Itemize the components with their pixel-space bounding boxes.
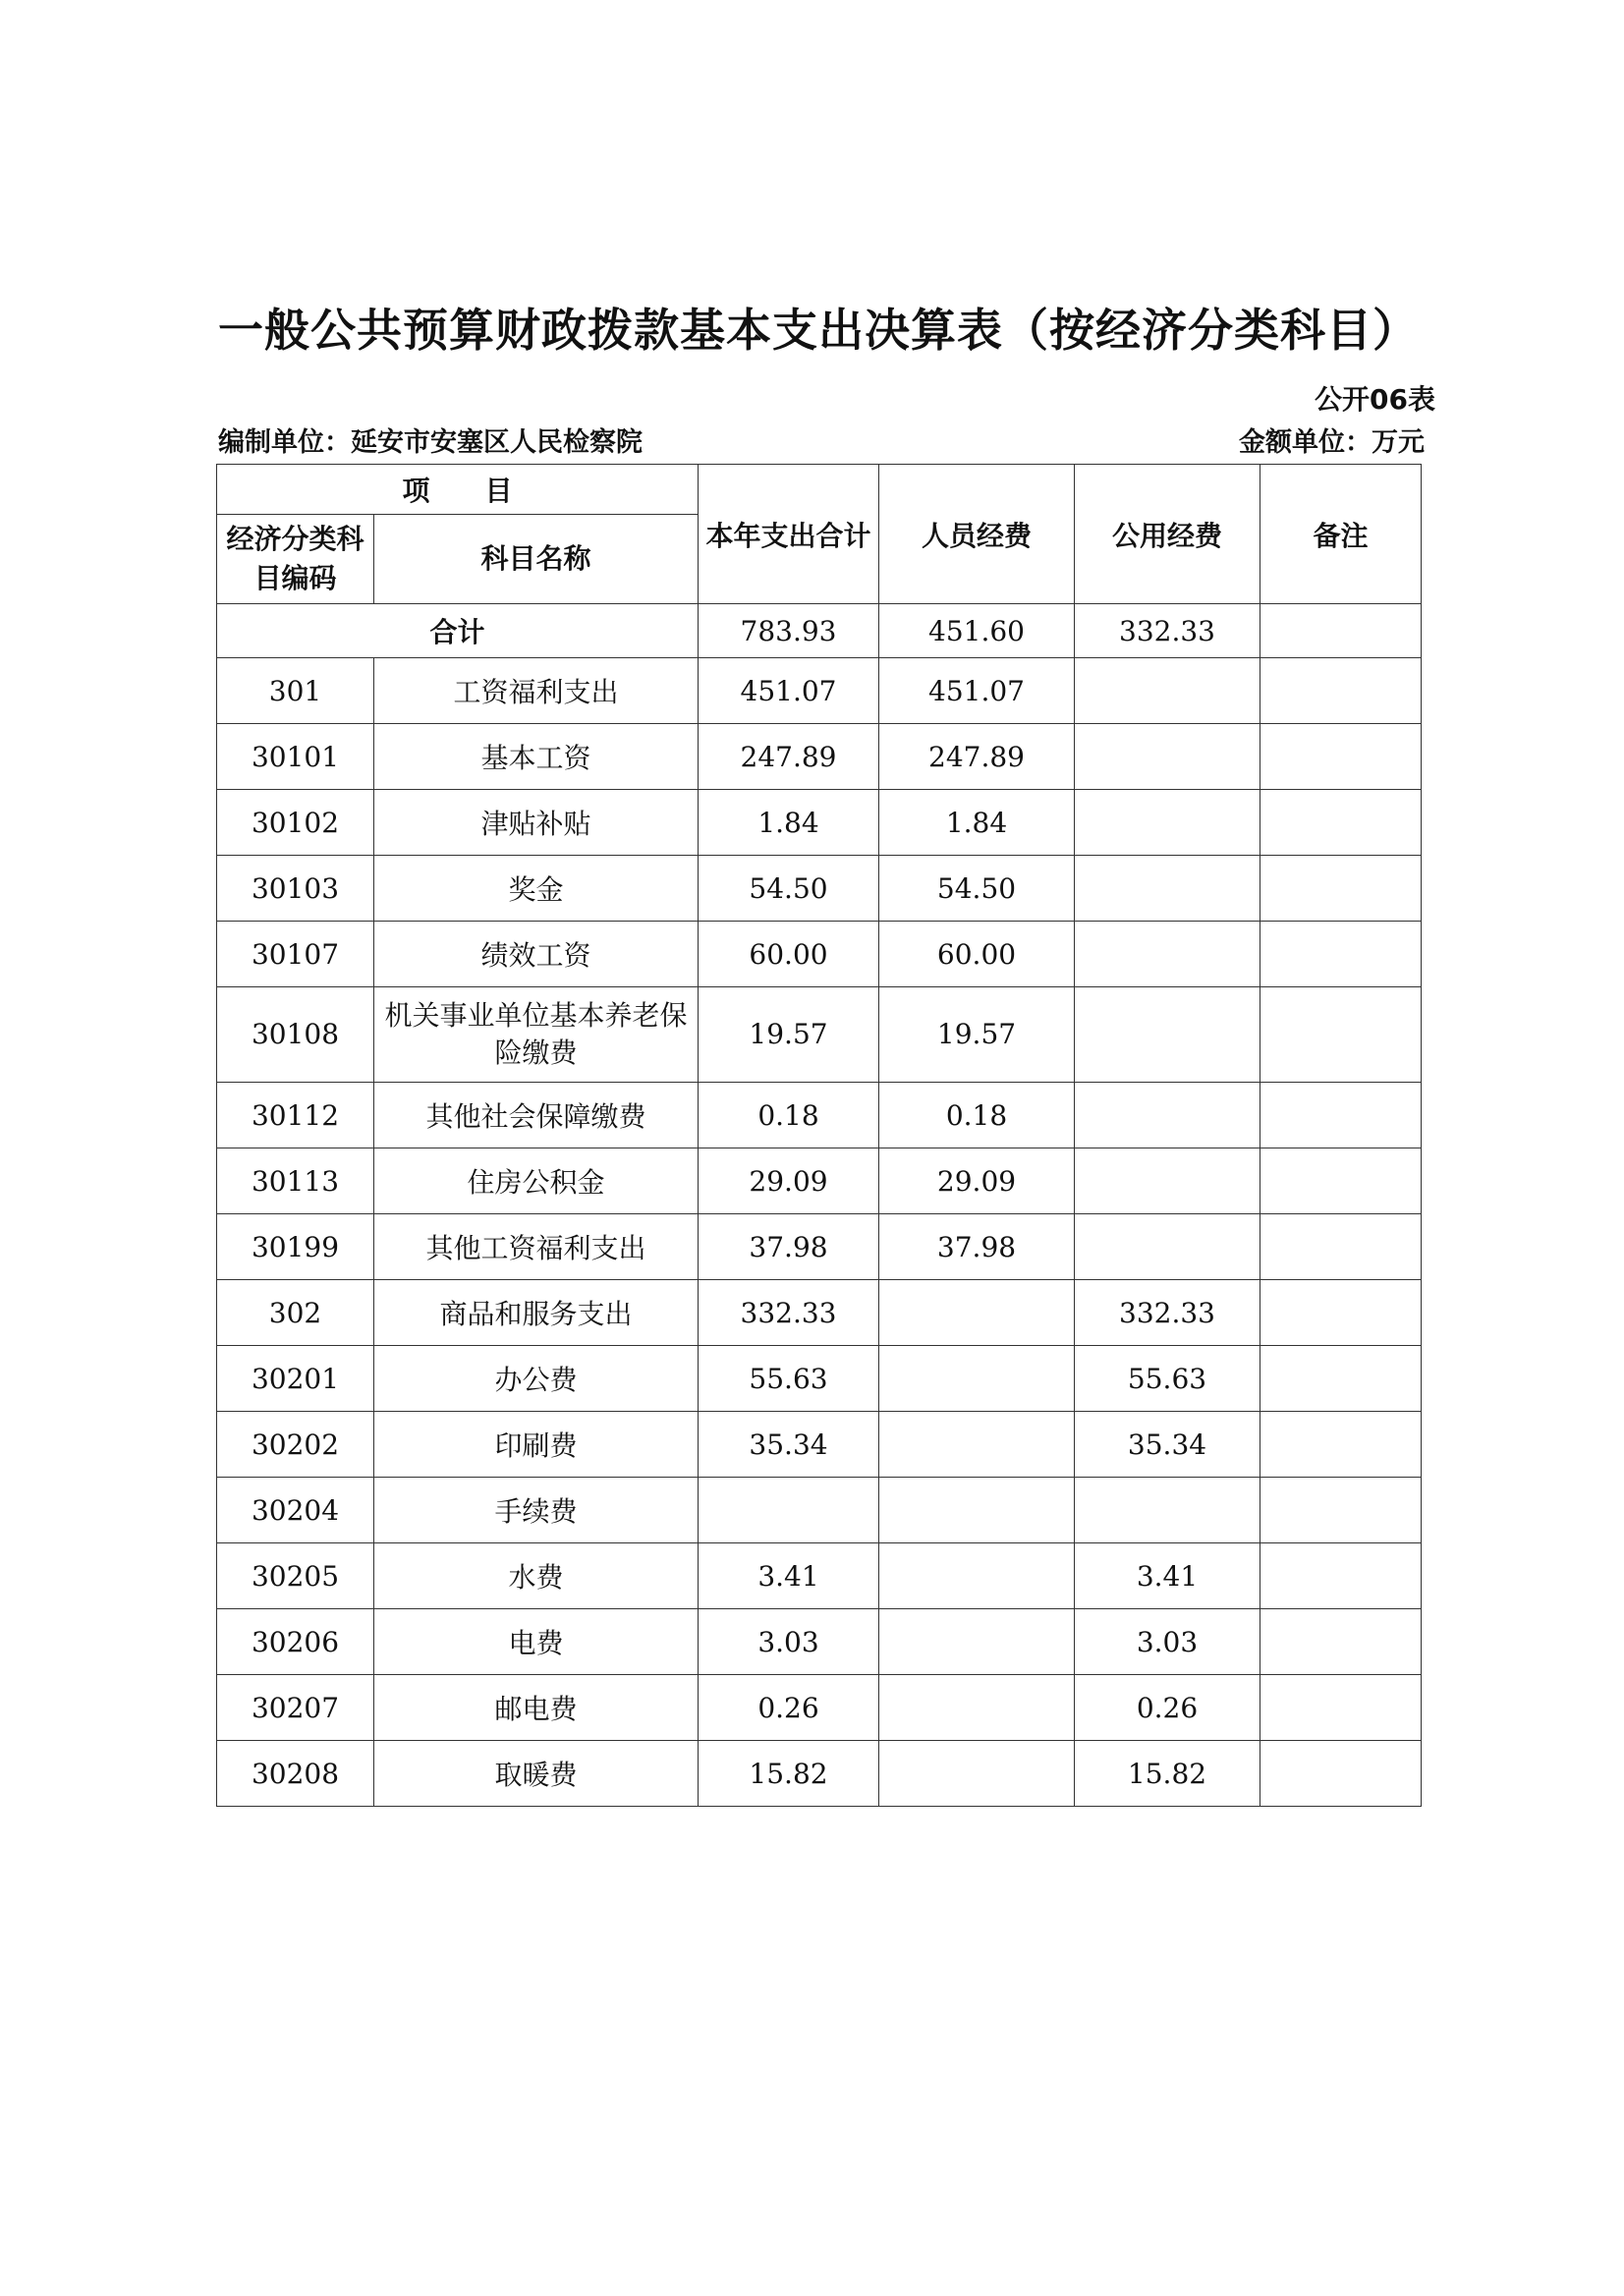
row-personnel bbox=[879, 1280, 1075, 1346]
total-personnel: 451.60 bbox=[879, 604, 1075, 658]
row-note bbox=[1260, 1478, 1422, 1543]
row-total: 15.82 bbox=[699, 1741, 879, 1807]
row-name: 住房公积金 bbox=[374, 1148, 699, 1214]
row-name: 基本工资 bbox=[374, 724, 699, 790]
row-code: 30107 bbox=[217, 922, 374, 987]
row-note bbox=[1260, 1675, 1422, 1741]
row-note bbox=[1260, 1346, 1422, 1412]
row-name: 取暖费 bbox=[374, 1741, 699, 1807]
table-row bbox=[217, 856, 1422, 922]
row-name: 商品和服务支出 bbox=[374, 1280, 699, 1346]
row-personnel: 1.84 bbox=[879, 790, 1075, 856]
header-code: 经济分类科目编码 bbox=[217, 515, 374, 604]
row-public bbox=[1075, 1083, 1260, 1148]
row-total: 55.63 bbox=[699, 1346, 879, 1412]
row-code: 30205 bbox=[217, 1543, 374, 1609]
table-row bbox=[217, 1478, 1422, 1543]
row-code: 30204 bbox=[217, 1478, 374, 1543]
row-name: 电费 bbox=[374, 1609, 699, 1675]
row-total: 35.34 bbox=[699, 1412, 879, 1478]
row-code: 30201 bbox=[217, 1346, 374, 1412]
amount-unit: 金额单位：万元 bbox=[1239, 427, 1425, 458]
table-row bbox=[217, 1543, 1422, 1609]
row-total: 3.41 bbox=[699, 1543, 879, 1609]
row-name: 印刷费 bbox=[374, 1412, 699, 1478]
row-public bbox=[1075, 1148, 1260, 1214]
table-row bbox=[217, 1083, 1422, 1148]
row-total: 19.57 bbox=[699, 987, 879, 1083]
row-note bbox=[1260, 1083, 1422, 1148]
row-name: 绩效工资 bbox=[374, 922, 699, 987]
total-note bbox=[1260, 604, 1422, 658]
row-personnel: 29.09 bbox=[879, 1148, 1075, 1214]
row-public bbox=[1075, 1478, 1260, 1543]
table-row bbox=[217, 1346, 1422, 1412]
row-total bbox=[699, 1478, 879, 1543]
row-personnel: 54.50 bbox=[879, 856, 1075, 922]
total-amount: 783.93 bbox=[699, 604, 879, 658]
row-name: 邮电费 bbox=[374, 1675, 699, 1741]
row-personnel bbox=[879, 1412, 1075, 1478]
row-name: 津贴补贴 bbox=[374, 790, 699, 856]
row-total: 29.09 bbox=[699, 1148, 879, 1214]
row-public bbox=[1075, 922, 1260, 987]
row-name: 其他社会保障缴费 bbox=[374, 1083, 699, 1148]
row-name: 办公费 bbox=[374, 1346, 699, 1412]
row-note bbox=[1260, 1148, 1422, 1214]
header-personnel: 人员经费 bbox=[879, 465, 1075, 604]
table-row bbox=[217, 1280, 1422, 1346]
row-note bbox=[1260, 1412, 1422, 1478]
table-row bbox=[217, 658, 1422, 724]
header-public: 公用经费 bbox=[1075, 465, 1260, 604]
row-personnel: 247.89 bbox=[879, 724, 1075, 790]
budget-table bbox=[216, 464, 1422, 1807]
row-note bbox=[1260, 1280, 1422, 1346]
row-total: 1.84 bbox=[699, 790, 879, 856]
table-number: 公开06表 bbox=[1315, 383, 1435, 416]
row-note bbox=[1260, 987, 1422, 1083]
table-row bbox=[217, 987, 1422, 1083]
row-name: 其他工资福利支出 bbox=[374, 1214, 699, 1280]
row-name: 机关事业单位基本养老保险缴费 bbox=[374, 987, 699, 1083]
row-note bbox=[1260, 1214, 1422, 1280]
row-code: 30102 bbox=[217, 790, 374, 856]
row-public bbox=[1075, 658, 1260, 724]
row-personnel: 0.18 bbox=[879, 1083, 1075, 1148]
row-total: 247.89 bbox=[699, 724, 879, 790]
row-personnel bbox=[879, 1609, 1075, 1675]
table-row bbox=[217, 1412, 1422, 1478]
meta-row bbox=[218, 420, 1425, 460]
row-public: 0.26 bbox=[1075, 1675, 1260, 1741]
row-total: 3.03 bbox=[699, 1609, 879, 1675]
table-row bbox=[217, 922, 1422, 987]
row-total: 60.00 bbox=[699, 922, 879, 987]
row-total: 451.07 bbox=[699, 658, 879, 724]
total-label: 合计 bbox=[217, 604, 699, 658]
row-personnel bbox=[879, 1741, 1075, 1807]
header-total: 本年支出合计 bbox=[699, 465, 879, 604]
table-row bbox=[217, 1741, 1422, 1807]
row-public: 15.82 bbox=[1075, 1741, 1260, 1807]
row-note bbox=[1260, 724, 1422, 790]
row-personnel: 37.98 bbox=[879, 1214, 1075, 1280]
header-name: 科目名称 bbox=[374, 515, 699, 604]
row-public bbox=[1075, 1214, 1260, 1280]
row-public: 35.34 bbox=[1075, 1412, 1260, 1478]
row-total: 0.18 bbox=[699, 1083, 879, 1148]
table-row bbox=[217, 1214, 1422, 1280]
row-total: 37.98 bbox=[699, 1214, 879, 1280]
table-row bbox=[217, 790, 1422, 856]
table-body bbox=[217, 604, 1422, 1807]
row-personnel bbox=[879, 1346, 1075, 1412]
row-public bbox=[1075, 856, 1260, 922]
row-note bbox=[1260, 1609, 1422, 1675]
row-public bbox=[1075, 987, 1260, 1083]
row-total: 54.50 bbox=[699, 856, 879, 922]
row-code: 30101 bbox=[217, 724, 374, 790]
row-personnel bbox=[879, 1675, 1075, 1741]
document-title: 一般公共预算财政拨款基本支出决算表（按经济分类科目） bbox=[218, 304, 1419, 357]
row-public: 3.41 bbox=[1075, 1543, 1260, 1609]
row-public: 332.33 bbox=[1075, 1280, 1260, 1346]
row-name: 工资福利支出 bbox=[374, 658, 699, 724]
row-note bbox=[1260, 856, 1422, 922]
row-total: 332.33 bbox=[699, 1280, 879, 1346]
row-personnel: 19.57 bbox=[879, 987, 1075, 1083]
row-code: 30206 bbox=[217, 1609, 374, 1675]
table-row bbox=[217, 724, 1422, 790]
row-code: 30112 bbox=[217, 1083, 374, 1148]
row-name: 水费 bbox=[374, 1543, 699, 1609]
row-code: 30207 bbox=[217, 1675, 374, 1741]
table-row bbox=[217, 1609, 1422, 1675]
compiling-unit: 编制单位：延安市安塞区人民检察院 bbox=[218, 427, 643, 458]
row-code: 30103 bbox=[217, 856, 374, 922]
row-personnel: 451.07 bbox=[879, 658, 1075, 724]
row-public bbox=[1075, 790, 1260, 856]
row-public bbox=[1075, 724, 1260, 790]
row-name: 手续费 bbox=[374, 1478, 699, 1543]
row-code: 30208 bbox=[217, 1741, 374, 1807]
row-note bbox=[1260, 922, 1422, 987]
row-personnel bbox=[879, 1478, 1075, 1543]
row-code: 30108 bbox=[217, 987, 374, 1083]
table-row bbox=[217, 1148, 1422, 1214]
row-personnel bbox=[879, 1543, 1075, 1609]
row-name: 奖金 bbox=[374, 856, 699, 922]
row-code: 302 bbox=[217, 1280, 374, 1346]
row-personnel: 60.00 bbox=[879, 922, 1075, 987]
row-code: 301 bbox=[217, 658, 374, 724]
row-code: 30113 bbox=[217, 1148, 374, 1214]
row-code: 30202 bbox=[217, 1412, 374, 1478]
row-note bbox=[1260, 1543, 1422, 1609]
row-note bbox=[1260, 1741, 1422, 1807]
header-item: 项 目 bbox=[217, 465, 699, 515]
row-total: 0.26 bbox=[699, 1675, 879, 1741]
row-public: 3.03 bbox=[1075, 1609, 1260, 1675]
total-public: 332.33 bbox=[1075, 604, 1260, 658]
row-public: 55.63 bbox=[1075, 1346, 1260, 1412]
header-note: 备注 bbox=[1260, 465, 1422, 604]
row-note bbox=[1260, 790, 1422, 856]
row-code: 30199 bbox=[217, 1214, 374, 1280]
row-note bbox=[1260, 658, 1422, 724]
total-row bbox=[217, 604, 1422, 658]
table-row bbox=[217, 1675, 1422, 1741]
